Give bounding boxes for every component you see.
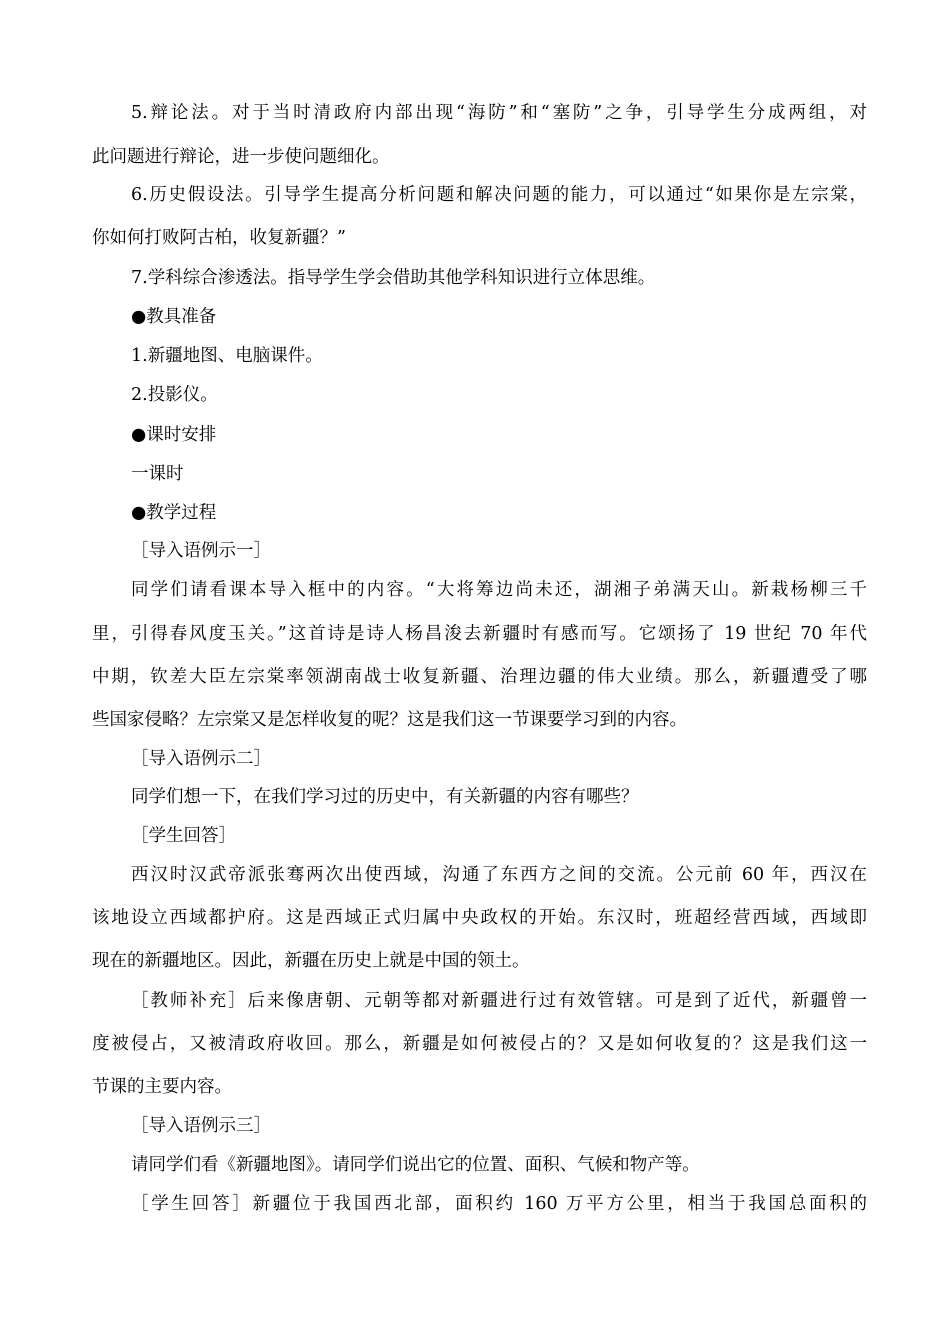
bracket-label: ［导入语例示二］ bbox=[131, 749, 271, 769]
bracket-label: ［导入语例示一］ bbox=[131, 541, 271, 561]
paragraph-line: 你如何打败阿古柏，收复新疆？” bbox=[92, 228, 346, 248]
paragraph-line: 1.新疆地图、电脑课件。 bbox=[131, 346, 323, 366]
paragraph-line: 2.投影仪。 bbox=[131, 385, 218, 405]
bracket-label: ［导入语例示三］ bbox=[131, 1116, 271, 1136]
paragraph-line: 6.历史假设法。引导学生提高分析问题和解决问题的能力，可以通过“如果你是左宗棠， bbox=[131, 185, 867, 205]
section-heading: ●教具准备 bbox=[131, 307, 217, 327]
paragraph-line: 西汉时汉武帝派张骞两次出使西域，沟通了东西方之间的交流。公元前 60 年，西汉在 bbox=[131, 865, 867, 885]
section-heading: ●课时安排 bbox=[131, 425, 217, 445]
paragraph-line: 现在的新疆地区。因此，新疆在历史上就是中国的领土。 bbox=[92, 951, 530, 971]
paragraph-line: 同学们想一下，在我们学习过的历史中，有关新疆的内容有哪些？ bbox=[131, 787, 639, 807]
bracket-label: ［学生回答］ bbox=[131, 826, 236, 846]
paragraph-line: 此问题进行辩论，进一步使问题细化。 bbox=[92, 147, 390, 167]
paragraph-line: 里，引得春风度玉关。”这首诗是诗人杨昌浚去新疆时有感而写。它颂扬了 19 世纪 70 年代 bbox=[92, 624, 867, 644]
paragraph-line: 7.学科综合渗透法。指导学生学会借助其他学科知识进行立体思维。 bbox=[131, 268, 656, 288]
paragraph-line: ［教师补充］后来像唐朝、元朝等都对新疆进行过有效管辖。可是到了近代，新疆曾一 bbox=[131, 991, 867, 1011]
paragraph-line: 请同学们看《新疆地图》。请同学们说出它的位置、面积、气候和物产等。 bbox=[131, 1155, 700, 1175]
paragraph-line: 中期，钦差大臣左宗棠率领湖南战士收复新疆、治理边疆的伟大业绩。那么，新疆遭受了哪 bbox=[92, 667, 867, 687]
paragraph-line: 节课的主要内容。 bbox=[92, 1077, 232, 1097]
paragraph-line: 一课时 bbox=[131, 464, 184, 484]
paragraph-line: ［学生回答］新疆位于我国西北部，面积约 160 万平方公里，相当于我国总面积的 bbox=[131, 1194, 867, 1214]
paragraph-line: 该地设立西域都护府。这是西域正式归属中央政权的开始。东汉时，班超经营西域，西域即 bbox=[92, 908, 867, 928]
paragraph-line: 5.辩论法。对于当时清政府内部出现“海防”和“塞防”之争，引导学生分成两组，对 bbox=[131, 103, 867, 123]
paragraph-line: 同学们请看课本导入框中的内容。“大将筹边尚未还，湖湘子弟满天山。新栽杨柳三千 bbox=[131, 580, 867, 600]
paragraph-line: 些国家侵略？左宗棠又是怎样收复的呢？这是我们这一节课要学习到的内容。 bbox=[92, 710, 687, 730]
section-heading: ●教学过程 bbox=[131, 503, 217, 523]
paragraph-line: 度被侵占，又被清政府收回。那么，新疆是如何被侵占的？又是如何收复的？这是我们这一 bbox=[92, 1034, 867, 1054]
